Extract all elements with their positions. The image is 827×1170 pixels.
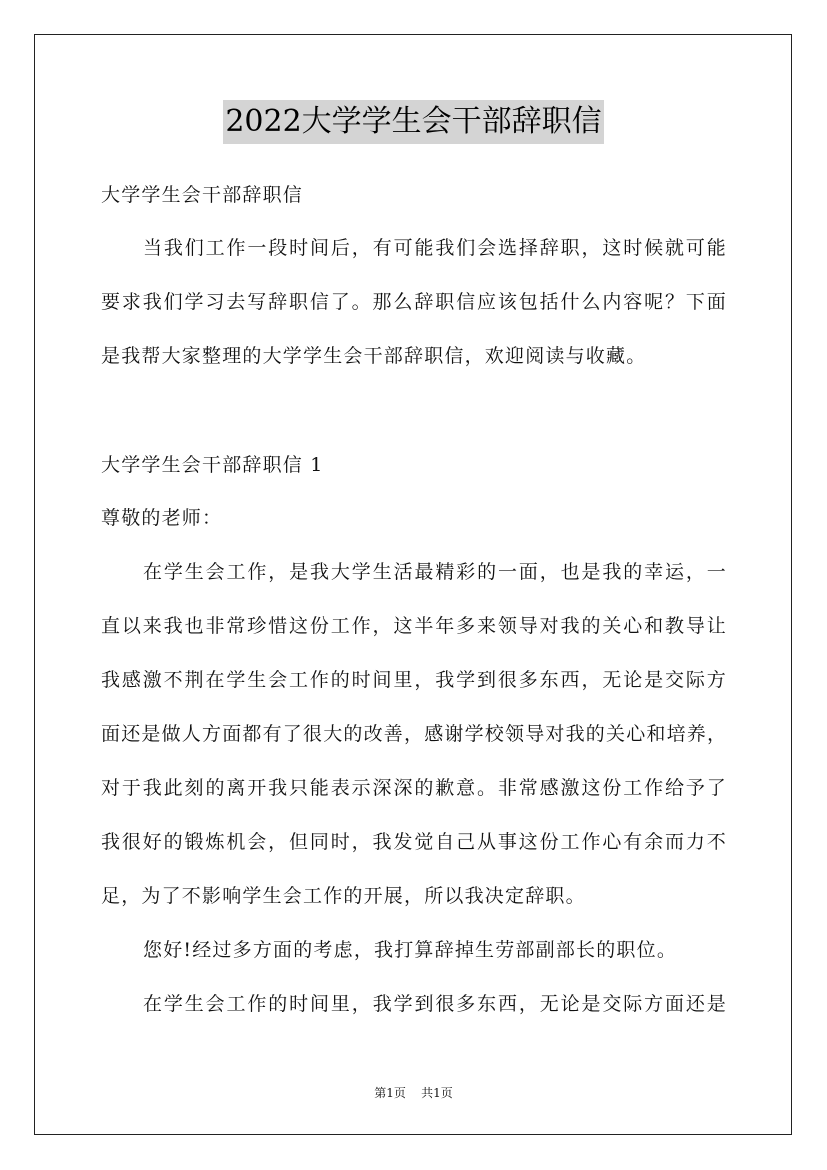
title-container — [0, 100, 827, 144]
intro-line: 是我帮大家整理的大学学生会干部辞职信，欢迎阅读与收藏。 — [101, 345, 647, 367]
intro-line: 当我们工作一段时间后，有可能我们会选择辞职，这时候就可能 — [143, 237, 727, 259]
body-line: 足，为了不影响学生会工作的开展，所以我决定辞职。 — [101, 885, 586, 907]
section-title: 大学学生会干部辞职信 1 — [101, 454, 324, 476]
document-title: 2022大学学生会干部辞职信 — [223, 100, 603, 144]
body-line: 我很好的锻炼机会，但同时，我发觉自己从事这份工作心有余而力不 — [101, 831, 727, 853]
body-line: 我感激不荆在学生会工作的时间里，我学到很多东西，无论是交际方 — [101, 669, 727, 691]
page-footer — [0, 1084, 827, 1101]
salutation: 尊敬的老师： — [101, 507, 223, 529]
document-heading: 大学学生会干部辞职信 — [101, 184, 304, 206]
body-line: 在学生会工作，是我大学生活最精彩的一面，也是我的幸运，一 — [143, 561, 727, 583]
page-number: 第1页 — [374, 1086, 406, 1100]
paragraph: 您好!经过多方面的考虑，我打算辞掉生劳部副部长的职位。 — [143, 939, 678, 961]
body-line: 对于我此刻的离开我只能表示深深的歉意。非常感激这份工作给予了 — [101, 777, 727, 799]
page-total: 共1页 — [421, 1086, 453, 1100]
intro-line: 要求我们学习去写辞职信了。那么辞职信应该包括什么内容呢？下面 — [101, 291, 727, 313]
body-line: 面还是做人方面都有了很大的改善，感谢学校领导对我的关心和培养， — [101, 723, 728, 745]
body-line: 直以来我也非常珍惜这份工作，这半年多来领导对我的关心和教导让 — [101, 615, 727, 637]
paragraph: 在学生会工作的时间里，我学到很多东西，无论是交际方面还是 — [143, 993, 727, 1015]
